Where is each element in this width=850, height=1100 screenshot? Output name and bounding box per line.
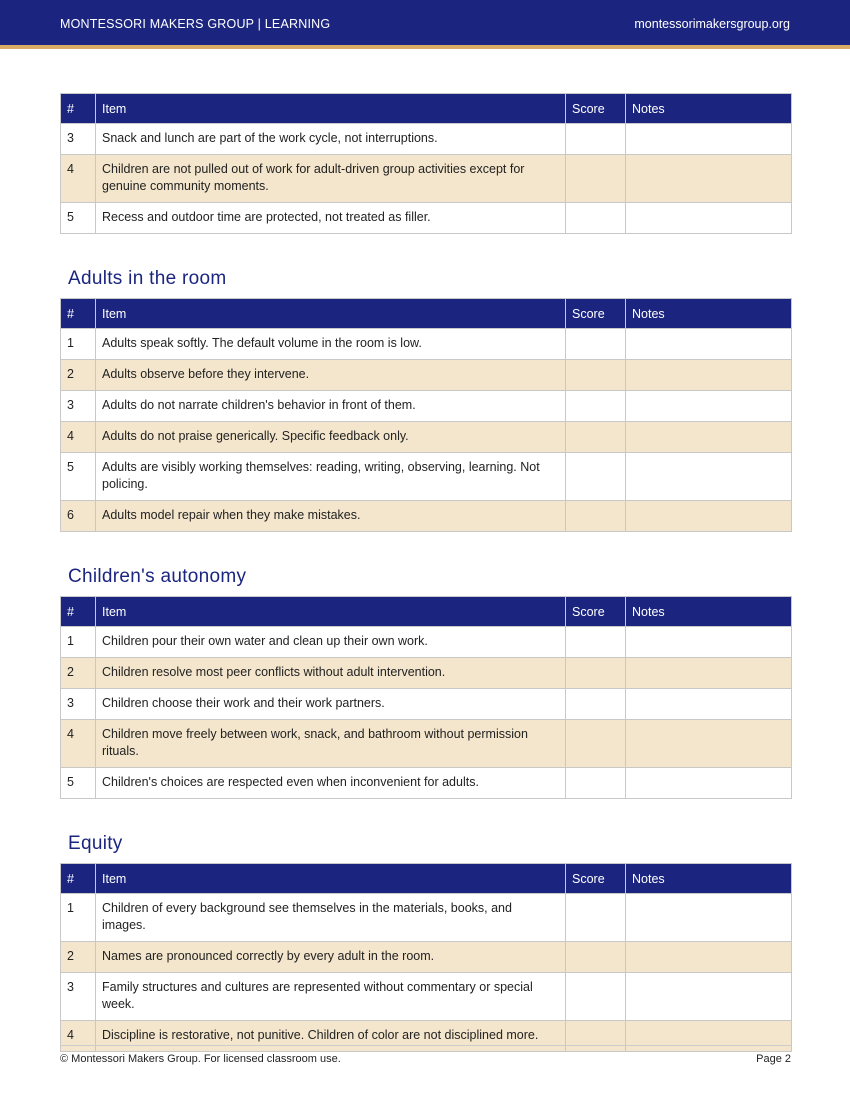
score-cell[interactable] bbox=[566, 422, 626, 453]
score-cell[interactable] bbox=[566, 203, 626, 234]
score-cell[interactable] bbox=[566, 453, 626, 501]
table-row bbox=[61, 689, 792, 720]
header-notes: Notes bbox=[626, 94, 792, 124]
row-number: 3 bbox=[61, 689, 96, 720]
notes-cell[interactable] bbox=[626, 391, 792, 422]
table-row bbox=[61, 973, 792, 1021]
score-cell[interactable] bbox=[566, 360, 626, 391]
row-item: Adults do not praise generically. Specific feedback only. bbox=[96, 422, 566, 453]
notes-cell[interactable] bbox=[626, 422, 792, 453]
row-item: Adults do not narrate children's behavior in front of them. bbox=[96, 391, 566, 422]
notes-cell[interactable] bbox=[626, 768, 792, 799]
row-item: Recess and outdoor time are protected, not treated as filler. bbox=[96, 203, 566, 234]
score-cell[interactable] bbox=[566, 942, 626, 973]
table-row bbox=[61, 942, 792, 973]
row-item: Children pour their own water and clean up their own work. bbox=[96, 627, 566, 658]
row-item: Adults are visibly working themselves: reading, writing, observing, learning. Not policing. bbox=[96, 453, 566, 501]
row-number: 3 bbox=[61, 973, 96, 1021]
row-number: 5 bbox=[61, 453, 96, 501]
footer-copyright: © Montessori Makers Group. For licensed classroom use. bbox=[60, 1053, 341, 1065]
notes-cell[interactable] bbox=[626, 1021, 792, 1052]
table-row bbox=[61, 155, 792, 203]
section-title: Adults in the room bbox=[68, 268, 227, 289]
row-number: 4 bbox=[61, 1021, 96, 1052]
header-score: Score bbox=[566, 864, 626, 894]
table-header-row bbox=[61, 94, 792, 124]
notes-cell[interactable] bbox=[626, 203, 792, 234]
row-item: Adults model repair when they make mistakes. bbox=[96, 501, 566, 532]
row-item: Children are not pulled out of work for adult-driven group activities except for genuine community moments. bbox=[96, 155, 566, 203]
score-cell[interactable] bbox=[566, 973, 626, 1021]
score-cell[interactable] bbox=[566, 658, 626, 689]
header-item: Item bbox=[96, 864, 566, 894]
table-row bbox=[61, 329, 792, 360]
notes-cell[interactable] bbox=[626, 155, 792, 203]
header-score: Score bbox=[566, 94, 626, 124]
score-cell[interactable] bbox=[566, 155, 626, 203]
header-org: MONTESSORI MAKERS GROUP | LEARNING bbox=[60, 17, 331, 31]
header-num: # bbox=[61, 94, 96, 124]
header-score: Score bbox=[566, 299, 626, 329]
checklist-content bbox=[60, 93, 791, 1086]
score-cell[interactable] bbox=[566, 501, 626, 532]
score-cell[interactable] bbox=[566, 124, 626, 155]
row-number: 5 bbox=[61, 203, 96, 234]
score-cell[interactable] bbox=[566, 894, 626, 942]
table-row bbox=[61, 1021, 792, 1052]
table-row bbox=[61, 203, 792, 234]
score-cell[interactable] bbox=[566, 627, 626, 658]
score-cell[interactable] bbox=[566, 768, 626, 799]
table-row bbox=[61, 391, 792, 422]
table-row bbox=[61, 501, 792, 532]
table-row bbox=[61, 124, 792, 155]
table-row bbox=[61, 720, 792, 768]
table-header-row bbox=[61, 864, 792, 894]
row-item: Discipline is restorative, not punitive. Children of color are not disciplined more. bbox=[96, 1021, 566, 1052]
table-row bbox=[61, 894, 792, 942]
row-number: 1 bbox=[61, 894, 96, 942]
row-item: Children resolve most peer conflicts without adult intervention. bbox=[96, 658, 566, 689]
section-title: Children's autonomy bbox=[68, 566, 247, 587]
section-title: Equity bbox=[68, 833, 123, 854]
row-item: Adults observe before they intervene. bbox=[96, 360, 566, 391]
score-cell[interactable] bbox=[566, 720, 626, 768]
header-notes: Notes bbox=[626, 597, 792, 627]
table-row bbox=[61, 658, 792, 689]
row-item: Names are pronounced correctly by every adult in the room. bbox=[96, 942, 566, 973]
notes-cell[interactable] bbox=[626, 453, 792, 501]
notes-cell[interactable] bbox=[626, 658, 792, 689]
row-item: Snack and lunch are part of the work cycle, not interruptions. bbox=[96, 124, 566, 155]
table-row bbox=[61, 360, 792, 391]
header-num: # bbox=[61, 597, 96, 627]
table-row bbox=[61, 627, 792, 658]
row-item: Adults speak softly. The default volume in the room is low. bbox=[96, 329, 566, 360]
notes-cell[interactable] bbox=[626, 689, 792, 720]
score-cell[interactable] bbox=[566, 329, 626, 360]
notes-cell[interactable] bbox=[626, 124, 792, 155]
header-item: Item bbox=[96, 299, 566, 329]
table-row bbox=[61, 422, 792, 453]
score-cell[interactable] bbox=[566, 689, 626, 720]
checklist-table bbox=[60, 596, 792, 799]
notes-cell[interactable] bbox=[626, 501, 792, 532]
header-num: # bbox=[61, 864, 96, 894]
row-number: 2 bbox=[61, 360, 96, 391]
header-item: Item bbox=[96, 597, 566, 627]
header-score: Score bbox=[566, 597, 626, 627]
checklist-table bbox=[60, 863, 792, 1052]
header-url[interactable]: montessorimakersgroup.org bbox=[634, 17, 790, 31]
score-cell[interactable] bbox=[566, 391, 626, 422]
row-item: Children move freely between work, snack, and bathroom without permission rituals. bbox=[96, 720, 566, 768]
row-number: 1 bbox=[61, 329, 96, 360]
notes-cell[interactable] bbox=[626, 720, 792, 768]
table-row bbox=[61, 768, 792, 799]
notes-cell[interactable] bbox=[626, 973, 792, 1021]
row-number: 4 bbox=[61, 720, 96, 768]
row-item: Children of every background see themselves in the materials, books, and images. bbox=[96, 894, 566, 942]
checklist-table bbox=[60, 298, 792, 532]
row-item: Children choose their work and their work partners. bbox=[96, 689, 566, 720]
row-number: 5 bbox=[61, 768, 96, 799]
notes-cell[interactable] bbox=[626, 627, 792, 658]
page-footer bbox=[60, 1045, 791, 1065]
page-header bbox=[0, 0, 850, 49]
row-number: 3 bbox=[61, 124, 96, 155]
row-number: 6 bbox=[61, 501, 96, 532]
row-number: 4 bbox=[61, 155, 96, 203]
checklist-table bbox=[60, 93, 792, 234]
row-item: Family structures and cultures are represented without commentary or special week. bbox=[96, 973, 566, 1021]
row-number: 2 bbox=[61, 942, 96, 973]
score-cell[interactable] bbox=[566, 1021, 626, 1052]
row-number: 2 bbox=[61, 658, 96, 689]
row-number: 3 bbox=[61, 391, 96, 422]
page-number: Page 2 bbox=[756, 1053, 791, 1065]
table-header-row bbox=[61, 299, 792, 329]
table-header-row bbox=[61, 597, 792, 627]
notes-cell[interactable] bbox=[626, 360, 792, 391]
header-notes: Notes bbox=[626, 864, 792, 894]
row-number: 1 bbox=[61, 627, 96, 658]
header-item: Item bbox=[96, 94, 566, 124]
header-num: # bbox=[61, 299, 96, 329]
notes-cell[interactable] bbox=[626, 942, 792, 973]
row-number: 4 bbox=[61, 422, 96, 453]
notes-cell[interactable] bbox=[626, 894, 792, 942]
row-item: Children's choices are respected even when inconvenient for adults. bbox=[96, 768, 566, 799]
header-notes: Notes bbox=[626, 299, 792, 329]
notes-cell[interactable] bbox=[626, 329, 792, 360]
table-row bbox=[61, 453, 792, 501]
